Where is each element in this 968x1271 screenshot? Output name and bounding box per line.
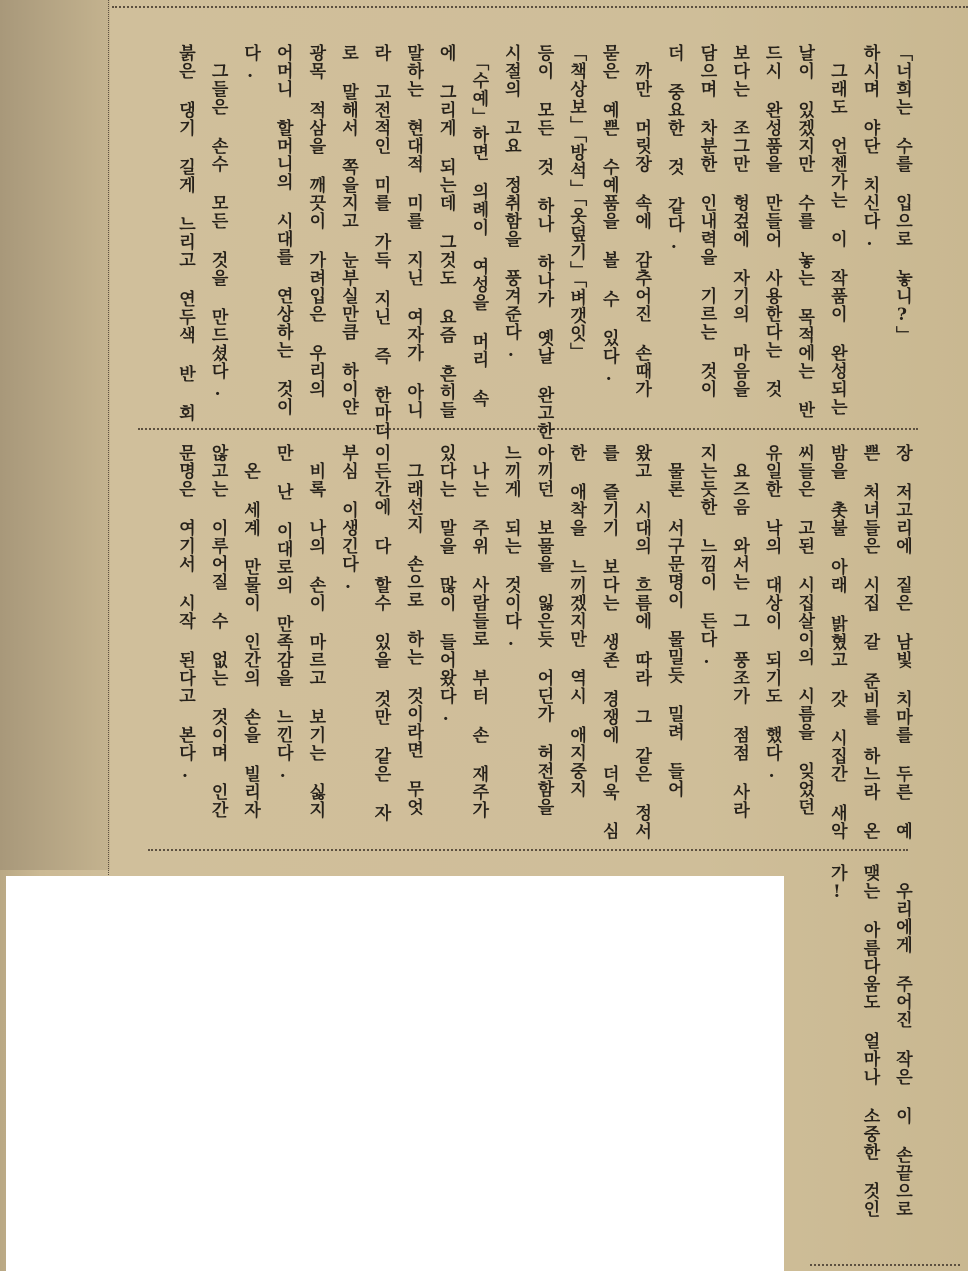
text-column: 가! [826,864,847,903]
text-column: 붉은 댕기 길게 느리고 연두색 반 회 [174,44,195,422]
text-column: 지는듯한 느낌이 든다. [696,444,717,669]
lower-dotted-rule [148,849,908,851]
text-column: 나는 주위 사람들로 부터 손 재주가 [468,444,489,819]
text-column: 않고는 이루어질 수 없는 것이며 인간 [207,444,228,819]
text-column: 묻은 예쁜 수예품을 볼 수 있다. [598,44,619,386]
text-column: 그래선지 손으로 하는 것이라면 무엇 [403,444,424,816]
text-column: 담으며 차분한 인내력을 기르는 것이 [696,44,717,398]
text-column: 맺는 아름다움도 얼마나 소중한 것인 [859,864,880,1218]
top-text-panel [125,44,912,440]
text-column: 이든간에 다 할수 있을 것만 같은 자 [370,444,391,822]
text-column: 부심 이생긴다. [337,444,358,594]
text-column: 만 난 이대로의 만족감을 느낀다. [272,444,293,783]
text-column: 더 중요한 것 같다. [663,44,684,254]
text-column: 느끼게 되는 것이다. [500,444,521,651]
text-column: 한 애착을 느끼겠지만 역시 애지중지 [566,444,587,798]
text-column: 에 그리게 되는데 그것도 요즘 흔히들 [435,44,456,419]
page-edge [0,0,110,870]
text-column: 비록 나의 손이 마르고 보기는 싫지 [305,444,326,819]
text-column: 장 저고리에 짙은 남빛 치마를 두른 예 [892,444,912,840]
text-column: 아끼던 보물을 잃은듯 어딘가 허전함을 [533,444,554,816]
text-column: 날이 있겠지만 수를 놓는 목적에는 반 [794,44,815,419]
text-column: 까만 머릿장 속에 감추어진 손때가 [631,44,652,398]
text-column: 「너희는 수를 입으로 놓니?」 [892,44,912,344]
text-column: 「책상보」「방석」「옷덮기」「벼갯잇」 [566,44,587,361]
text-column: 씨들은 고된 시집살이의 시름을 잊었던 [794,444,815,816]
text-column: 그래도 언젠가는 이 작품이 완성되는 [826,44,847,416]
text-column: 그들은 손수 모든 것을 만드셨다. [207,44,228,401]
text-column: 「수예」하면 의례이 여성을 머리 속 [468,44,489,408]
text-column: 어머니 할머니의 시대를 연상하는 것이 [272,44,293,416]
text-column: 다. [240,44,261,83]
bottom-text-panel [815,864,910,1254]
text-column: 물론 서구문명이 물밀듯 밀려 들어 [663,444,684,798]
text-column: 광목 적삼을 깨끗이 가려입은 우리의 [305,44,326,398]
text-column: 라 고전적인 미를 가득 지닌 즉 한마디 [370,44,391,440]
text-column: 등이 모든 것 하나 하나가 옛날 완고한 [533,44,554,440]
text-column: 드시 완성품을 만들어 사용한다는 것 [761,44,782,398]
text-column: 를 즐기기 보다는 생존 경쟁에 더욱 심 [598,444,619,840]
text-column: 문명은 여기서 시작 된다고 본다. [174,444,195,783]
text-column: 로 말해서 쪽을지고 눈부실만큼 하이얀 [337,44,358,416]
text-column: 온 세계 만물이 인간의 손을 빌리자 [240,444,261,819]
text-column: 쁜 처녀들은 시집 갈 준비를 하느라 온 [859,444,880,840]
text-column: 우리에게 주어진 작은 이 손끝으로 [892,864,912,1218]
top-dotted-rule [112,6,968,8]
text-column: 밤을 촛불 아래 밝혔고 갓 시집간 새악 [826,444,847,840]
text-column: 유일한 낙의 대상이 되기도 했다. [761,444,782,783]
text-column: 있다는 말을 많이 들어왔다. [435,444,456,726]
bottom-dotted-rule [810,1264,960,1266]
middle-text-panel [125,444,910,839]
blank-region [6,876,784,1271]
text-column: 보다는 조그만 헝겊에 자기의 마음을 [729,44,750,398]
text-column: 시절의 고요 정취함을 풍겨준다. [500,44,521,362]
text-column: 요즈음 와서는 그 풍조가 점점 사라 [729,444,750,819]
text-column: 하시며 야단 치신다. [859,44,880,251]
text-column: 왔고 시대의 흐름에 따라 그 같은 정서 [631,444,652,840]
upper-dotted-rule [138,428,918,430]
text-column: 말하는 현대적 미를 지닌 여자가 아니 [403,44,424,419]
